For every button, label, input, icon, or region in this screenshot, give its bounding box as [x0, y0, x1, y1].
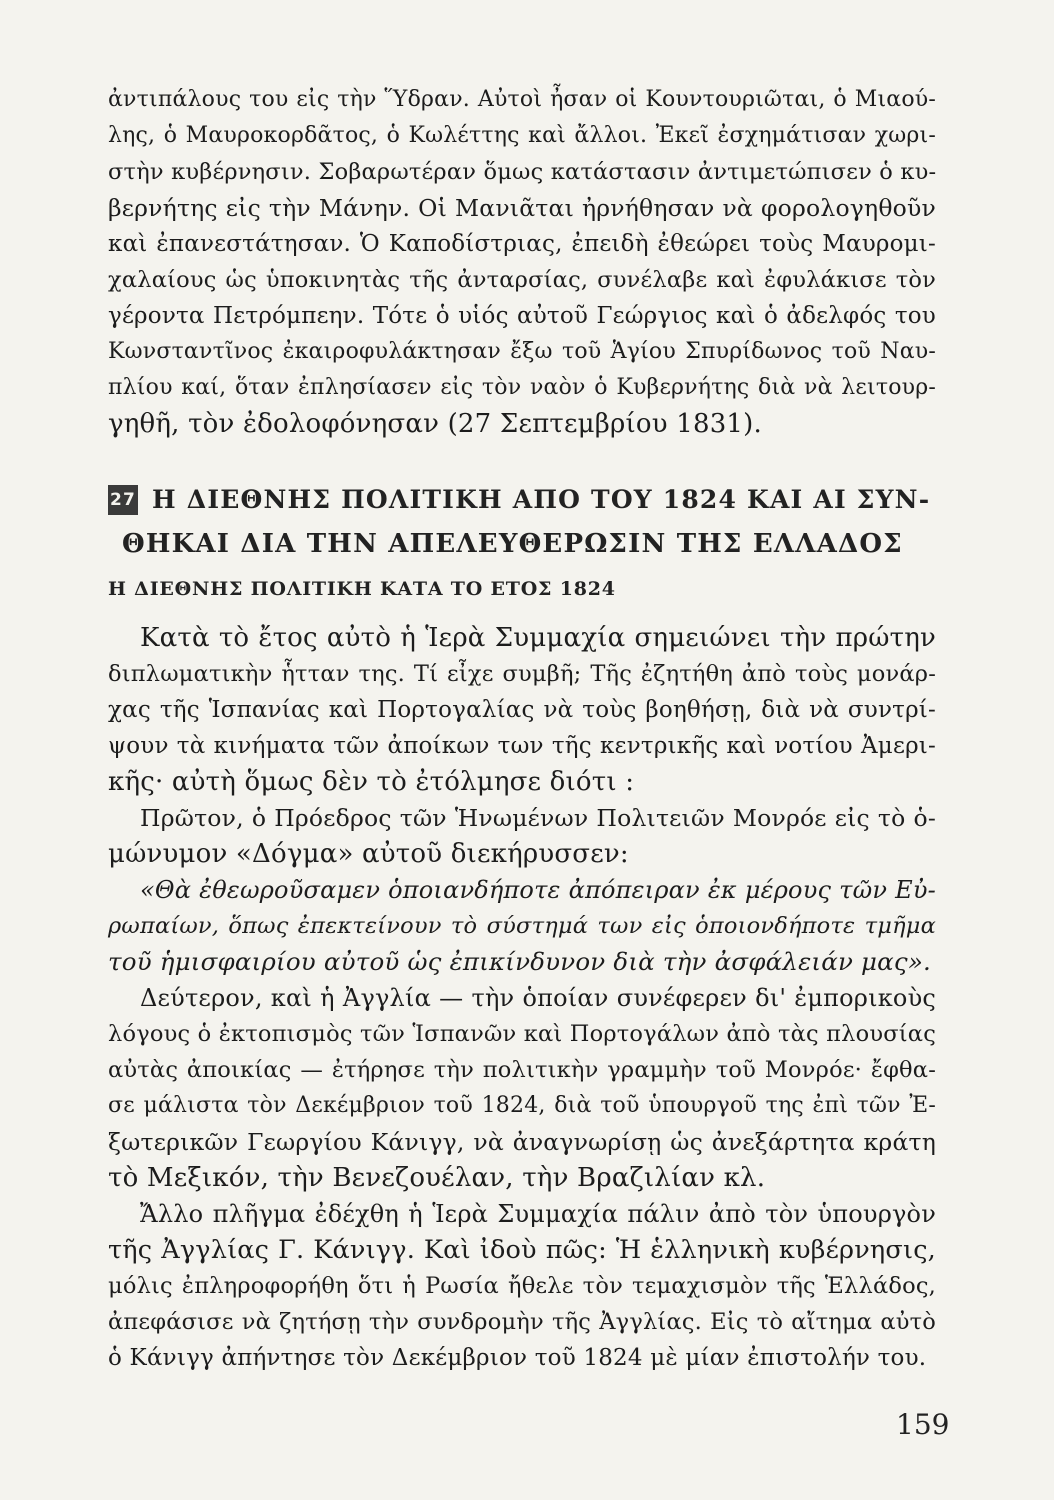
text-line: λης, ὁ Μαυροκορδᾶτος, ὁ Κωλέττης καὶ ἄλλοι. Ἐκεῖ ἐσχημάτισαν χωρι- [108, 123, 936, 148]
quote-line: ρωπαίων, ὅπως ἐπεκτείνουν τὸ σύστημά των εἰς ὁποιονδήποτε τμῆμα [108, 913, 936, 939]
text-line: ὁ Κάνιγγ ἀπήντησε τὸν Δεκέμβριον τοῦ 1824 μὲ μίαν ἐπιστολήν του. [108, 1345, 927, 1371]
text-line: Πρῶτον, ὁ Πρόεδρος τῶν Ἡνωμένων Πολιτειῶν Μονρόε εἰς τὸ ὁ- [140, 804, 936, 832]
text-line: καὶ ἐπανεστάτησαν. Ὁ Καποδίστριας, ἐπειδὴ ἐθεώρει τοὺς Μαυρομι- [108, 231, 936, 257]
text-line: γέροντα Πετρόμπεην. Τότε ὁ υἱός αὐτοῦ Γεώργιος καὶ ὁ ἀδελφός του [108, 303, 936, 329]
text-line: Δεύτερον, καὶ ἡ Ἀγγλία — τὴν ὁποίαν συνέφερεν δι' ἐμπορικοὺς [140, 984, 936, 1012]
text-line: μώνυμον «Δόγμα» αὐτοῦ διεκήρυσσεν: [108, 839, 629, 869]
text-line: λόγους ὁ ἐκτοπισμὸς τῶν Ἱσπανῶν καὶ Πορτογάλων ἀπὸ τὰς πλουσίας [108, 1021, 936, 1047]
text-line: ξωτερικῶν Γεωργίου Κάνιγγ, νὰ ἀναγνωρίσῃ ὡς ἀνεξάρτητα κράτη [108, 1128, 936, 1156]
quote-line: «Θὰ ἐθεωροῦσαμεν ὁποιανδήποτε ἀπόπειραν ἐκ μέρους τῶν Εὐ- [140, 876, 936, 904]
text-line: διπλωματικὴν ἧτταν της. Τί εἶχε συμβῆ; Τῆς ἐζητήθη ἀπὸ τοὺς μονάρ- [108, 661, 936, 687]
text-line: τὸ Μεξικόν, τὴν Βενεζουέλαν, τὴν Βραζιλίαν κλ. [108, 1163, 766, 1193]
section-heading [108, 478, 936, 566]
section-title-line-2: ΘΗΚΑΙ ΔΙΑ ΤΗΝ ΑΠΕΛΕΥΘΕΡΩΣΙΝ ΤΗΣ ΕΛΛΑΔΟΣ [122, 529, 903, 559]
text-line: σε μάλιστα τὸν Δεκέμβριον τοῦ 1824, διὰ τοῦ ὑπουργοῦ της ἐπὶ τῶν Ἐ- [108, 1093, 936, 1118]
text-line: ἀπεφάσισε νὰ ζητήσῃ τὴν συνδρομὴν τῆς Ἀγγλίας. Εἰς τὸ αἴτημα αὐτὸ [108, 1309, 936, 1335]
text-line: βερνήτης εἰς τὴν Μάνην. Οἱ Μανιᾶται ἠρνήθησαν νὰ φορολογηθοῦν [108, 194, 936, 222]
text-line: Κατὰ τὸ ἔτος αὐτὸ ἡ Ἱερὰ Συμμαχία σημειώνει τὴν πρώτην [140, 623, 936, 653]
subheading: Η ΔΙΕΘΝΗΣ ΠΟΛΙΤΙΚΗ ΚΑΤΑ ΤΟ ΕΤΟΣ 1824 [108, 578, 616, 600]
section-title-text: Η ΔΙΕΘΝΗΣ ΠΟΛΙΤΙΚΗ ΑΠΟ ΤΟΥ 1824 ΚΑΙ ΑΙ ΣΥΝ- [152, 485, 931, 514]
text-line: στὴν κυβέρνησιν. Σοβαρωτέραν ὅμως κατάστασιν ἀντιμετώπισεν ὁ κυ- [108, 159, 937, 185]
text-line: μόλις ἐπληροφορήθη ὅτι ἡ Ρωσία ἤθελε τὸν τεμαχισμὸν τῆς Ἑλλάδος, [108, 1273, 936, 1299]
text-line: αὐτὰς ἀποικίας — ἐτήρησε τὴν πολιτικὴν γραμμὴν τοῦ Μονρόε· ἔφθα- [108, 1057, 936, 1083]
text-line: ψουν τὰ κινήματα τῶν ἀποίκων των τῆς κεντρικῆς καὶ νοτίου Ἀμερι- [108, 733, 936, 759]
section-number-badge: 27 [108, 485, 138, 515]
section-title-line-1 [108, 478, 936, 522]
text-line: χαλαίους ὡς ὑποκινητὰς τῆς ἀνταρσίας, συνέλαβε καὶ ἐφυλάκισε τὸν [108, 267, 936, 293]
text-line: πλίου καί, ὅταν ἐπλησίασεν εἰς τὸν ναὸν ὁ Κυβερνήτης διὰ νὰ λειτουρ- [108, 375, 936, 400]
text-line: κῆς· αὐτὴ ὅμως δὲν τὸ ἐτόλμησε διότι : [108, 767, 635, 797]
page-number: 159 [896, 1408, 950, 1441]
text-line: ἀντιπάλους του εἰς τὴν Ὕδραν. Αὐτοὶ ἦσαν οἱ Κουντουριῶται, ὁ Μιαού- [108, 87, 936, 112]
section-body [108, 620, 936, 1376]
text-line: Κωνσταντῖνος ἐκαιροφυλάκτησαν ἔξω τοῦ Ἁγίου Σπυρίδωνος τοῦ Ναυ- [108, 339, 936, 364]
intro-paragraph [108, 82, 936, 442]
text-line: γηθῆ, τὸν ἐδολοφόνησαν (27 Σεπτεμβρίου 1831). [108, 409, 762, 439]
text-line: Ἄλλο πλῆγμα ἐδέχθη ἡ Ἱερὰ Συμμαχία πάλιν ἀπὸ τὸν ὑπουργὸν [140, 1200, 936, 1228]
text-line: τῆς Ἀγγλίας Γ. Κάνιγγ. Καὶ ἰδοὺ πῶς: Ἡ ἑλληνικὴ κυβέρνησις, [108, 1235, 936, 1265]
quote-line: τοῦ ἡμισφαιρίου αὐτοῦ ὡς ἐπικίνδυνον διὰ τὴν ἀσφάλειάν μας». [108, 947, 932, 976]
text-line: χας τῆς Ἱσπανίας καὶ Πορτογαλίας νὰ τοὺς βοηθήσῃ, διὰ νὰ συντρί- [108, 697, 936, 723]
